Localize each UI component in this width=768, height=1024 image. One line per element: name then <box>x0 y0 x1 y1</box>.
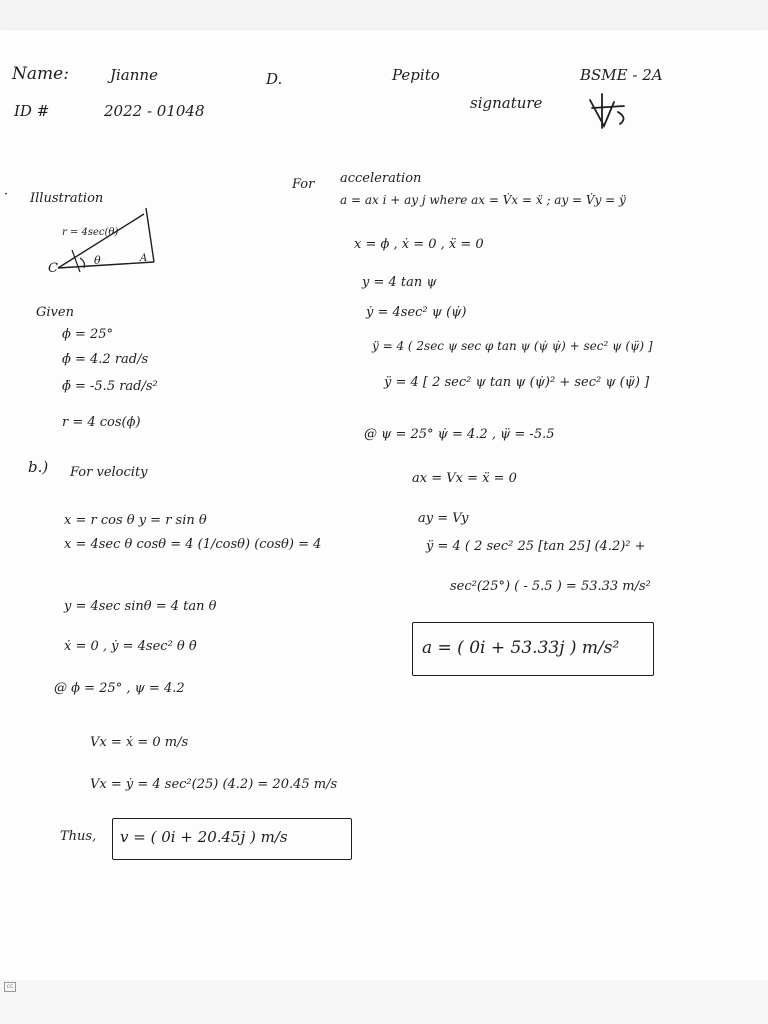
acceleration-line: sec²(25°) ( - 5.5 ) = 53.33 m/s² <box>450 579 651 594</box>
given-line: ϕ̈ = -5.5 rad/s² <box>62 379 158 394</box>
velocity-thus-label: Thus, <box>60 829 97 844</box>
given-heading: Given <box>36 305 74 320</box>
acceleration-line: ẏ = 4sec² ψ (ψ̇) <box>366 305 467 320</box>
signature-icon <box>584 88 634 138</box>
velocity-line: x = 4sec θ cosθ = 4 (1/cosθ) (cosθ) = 4 <box>64 537 322 552</box>
acceleration-line: x = ϕ , ẋ = 0 , ẍ = 0 <box>354 237 484 252</box>
program: BSME - 2A <box>580 66 663 84</box>
velocity-line: Vx = ẏ = 4 sec²(25) (4.2) = 20.45 m/s <box>90 777 338 792</box>
velocity-answer: v = ( 0i + 20.45j ) m/s <box>120 828 288 846</box>
acceleration-heading: acceleration <box>340 171 422 186</box>
name-label: Name: <box>12 64 69 84</box>
acceleration-line: ay = Vy <box>418 511 469 526</box>
illustration-point-a: A <box>140 253 148 264</box>
velocity-line: Vx = ẋ = 0 m/s <box>90 735 189 750</box>
middle-initial: D. <box>266 70 283 88</box>
triangle-diagram <box>50 200 170 280</box>
velocity-line: x = r cos θ y = r sin θ <box>64 513 207 528</box>
velocity-line: @ ϕ = 25° , ψ = 4.2 <box>54 681 185 696</box>
signature-label: signature <box>470 94 543 112</box>
acceleration-line: ÿ = 4 ( 2sec ψ sec φ tan ψ (ψ̇ ψ̇) + sec² ψ (ψ̈) ] <box>372 339 653 353</box>
velocity-line: y = 4sec sinθ = 4 tan θ <box>64 599 217 614</box>
given-line: ϕ = 25° <box>62 327 114 342</box>
illustration-point-c: C <box>48 261 58 276</box>
acceleration-line: ÿ = 4 ( 2 sec² 25 [tan 25] (4.2)² + <box>426 539 646 554</box>
acceleration-line: ax = Vx = ẍ = 0 <box>412 471 517 486</box>
acceleration-line: @ ψ = 25° ψ̇ = 4.2 , ψ̈ = -5.5 <box>364 427 555 442</box>
id-label: ID # <box>14 102 50 120</box>
acceleration-line: ÿ = 4 [ 2 sec² ψ tan ψ (ψ̇)² + sec² ψ (ψ̈) ] <box>384 375 650 390</box>
velocity-line: ẋ = 0 , ẏ = 4sec² θ θ̇ <box>64 639 197 654</box>
first-name: Jianne <box>110 66 158 84</box>
velocity-heading: For velocity <box>70 465 148 480</box>
page-margin <box>0 980 768 1024</box>
acceleration-for-label: For <box>292 177 315 192</box>
velocity-part-label: b.) <box>28 458 49 476</box>
given-line: ϕ̇ = 4.2 rad/s <box>62 352 149 367</box>
illustration-heading: Illustration <box>30 191 104 206</box>
acceleration-line: y = 4 tan ψ <box>362 275 437 290</box>
given-line: r = 4 cos(ϕ) <box>62 415 141 430</box>
illustration-r-label: r = 4sec(θ) <box>62 227 119 238</box>
id-value: 2022 - 01048 <box>104 102 205 120</box>
corner-icon: cc <box>4 982 16 992</box>
last-name: Pepito <box>392 66 440 84</box>
bullet-dot: · <box>4 187 9 202</box>
acceleration-answer: a = ( 0i + 53.33j ) m/s² <box>422 638 620 658</box>
acceleration-line: a = ax i + ay j where ax = V̇x = ẍ ; ay = V̇y = ÿ <box>340 193 626 207</box>
illustration-angle-label: θ <box>94 254 101 267</box>
